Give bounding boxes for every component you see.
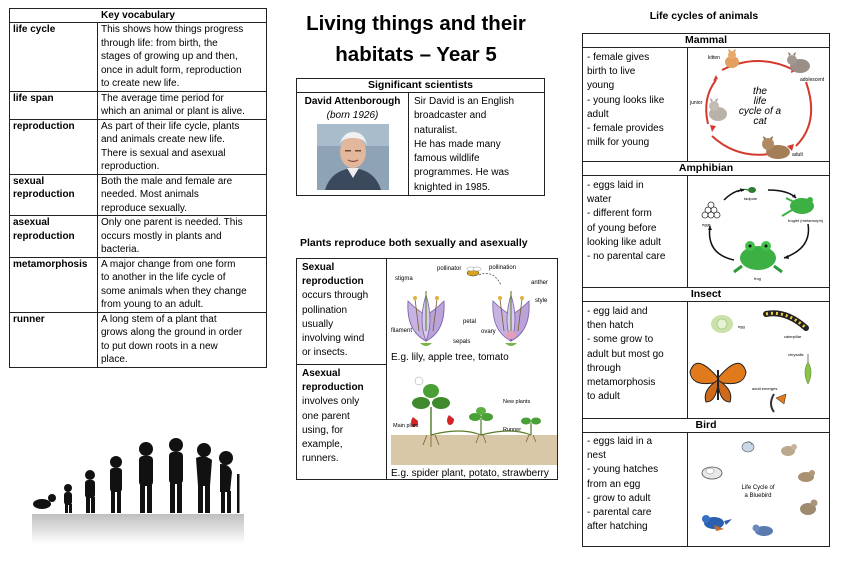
page-title-line2: habitats – Year 5 <box>335 43 497 66</box>
frog-eggs-icon <box>702 202 720 218</box>
asexual-body-line: involves only <box>302 396 360 408</box>
definition-line: and animals create new life. <box>101 134 225 145</box>
silhouette-figures <box>33 438 240 513</box>
definition-line: stages of growing up and then, <box>101 51 238 62</box>
definition-line: A long stem of a plant that <box>101 313 217 325</box>
center-line: the <box>753 86 767 97</box>
asexual-title-line: Asexual <box>302 368 341 379</box>
vocab-definition <box>98 312 267 367</box>
label-caterpillar: caterpillar <box>784 334 802 339</box>
definition-line: some animals when they change <box>101 285 247 297</box>
bio-line: famous wildlife <box>414 153 480 165</box>
amphibian-text <box>587 179 683 264</box>
insect-section <box>583 288 829 419</box>
silhouette-reflection <box>32 514 244 544</box>
scientist-born: (born 1926) <box>326 109 379 121</box>
mammal-line: - young looks like <box>587 94 665 106</box>
asexual-body-line: one parent <box>302 410 350 422</box>
label-anther: anther <box>531 280 549 286</box>
center-line: cycle of a <box>738 106 782 117</box>
label-pollination: pollination <box>489 265 517 271</box>
asexual-reproduction-text <box>297 365 387 479</box>
scientists-box <box>296 78 545 196</box>
insect-line: to adult <box>587 391 620 403</box>
definition-line: Only one parent is needed. This <box>101 217 243 228</box>
bio-line: He has made many <box>414 138 501 150</box>
label-style: style <box>535 298 548 304</box>
sexual-reproduction-text <box>297 259 387 365</box>
term-line: asexual <box>13 217 50 228</box>
emerging-butterfly-icon <box>771 394 786 412</box>
label-froglet: froglet (metamorph) <box>788 218 824 223</box>
mammal-title: Mammal <box>583 34 829 48</box>
asexual-caption: E.g. spider plant, potato, strawberry <box>391 468 549 479</box>
definition-line: through life: from birth, the <box>101 37 218 49</box>
sexual-title-line: Sexual <box>302 262 335 273</box>
label-adult: adult <box>792 152 803 158</box>
label-chrysalis: chrysalis <box>788 352 804 357</box>
term-line: reproduction <box>13 230 75 242</box>
sexual-body-line: pollination <box>302 304 348 316</box>
label-new-plants: New plants <box>503 399 531 405</box>
center-line: Life Cycle of <box>741 485 775 491</box>
definition-line: to put down roots in a new <box>101 340 218 352</box>
label-main-plant: Main plant <box>393 423 419 429</box>
vocab-definition <box>98 23 267 92</box>
scientist-fullname: David Attenborough <box>304 96 401 107</box>
bio-line: broadcaster and <box>414 110 487 122</box>
insect-text <box>587 305 683 404</box>
scientists-heading: Significant scientists <box>297 79 544 93</box>
definition-line: A major change from one form <box>101 258 236 270</box>
definition-line: Both the male and female are <box>101 175 233 187</box>
sexual-body-line: or insects. <box>302 347 348 359</box>
table-row <box>10 23 267 92</box>
mammal-line: milk for young <box>587 137 650 149</box>
label-runner: Runner <box>503 427 522 433</box>
frog-icon <box>734 241 782 272</box>
definition-line: which an animal or plant is alive. <box>101 106 245 117</box>
strawberry-runner-diagram <box>391 369 557 465</box>
amphibian-section <box>583 162 829 288</box>
definition-line: reproduction. <box>101 161 160 172</box>
definition-line: reproduce sexually. <box>101 202 187 214</box>
butterfly-icon <box>690 363 746 402</box>
bird-line: - eggs laid in a <box>587 436 653 447</box>
cat-lifecycle-diagram <box>688 48 829 161</box>
flower-right <box>493 291 529 346</box>
insect-line: - egg laid and <box>587 306 648 317</box>
plants-heading: Plants reproduce both sexually and asexually <box>300 237 528 249</box>
table-row <box>10 257 267 312</box>
table-row <box>10 91 267 119</box>
sexual-title-line: reproduction <box>302 276 364 288</box>
adult-cat-icon <box>762 136 790 159</box>
bio-line: knighted in 1985. <box>414 181 491 193</box>
bird-text <box>587 435 683 534</box>
junior-cat-icon <box>709 98 727 121</box>
mammal-line: birth to live <box>587 66 636 78</box>
adolescent-cat-icon <box>787 52 810 73</box>
flower-left <box>408 291 444 346</box>
bird-line: from an egg <box>587 478 641 490</box>
definition-line: bacteria. <box>101 244 140 255</box>
bio-line: naturalist. <box>414 124 458 136</box>
vocab-definition <box>98 174 267 216</box>
page-title-line1: Living things and their <box>306 12 526 35</box>
label-petal: petal <box>463 319 477 325</box>
mammal-line: - female provides <box>587 123 664 135</box>
bio-line: Sir David is an English <box>414 96 515 107</box>
label-frog: frog <box>754 276 761 281</box>
bird-section <box>583 419 829 546</box>
insect-title: Insect <box>583 288 829 302</box>
fledgling-icon <box>800 500 818 516</box>
amphibian-line: looking like adult <box>587 236 661 248</box>
definition-line: place. <box>101 354 128 365</box>
definition-line: needed. Most animals <box>101 189 199 200</box>
mammal-section <box>583 34 829 162</box>
mammal-line: young <box>587 80 615 92</box>
butterfly-egg-icon <box>711 315 733 333</box>
lifecycles-box <box>582 33 830 547</box>
vocab-term <box>10 174 98 216</box>
frog-lifecycle-diagram <box>688 176 829 287</box>
mammal-text <box>587 51 683 150</box>
amphibian-diagram-cell <box>687 176 829 287</box>
vocab-term: life span <box>10 91 98 119</box>
term-line: sexual <box>13 175 45 187</box>
label-ovary: ovary <box>481 329 496 335</box>
scientist-bio <box>414 95 544 195</box>
bluebird-lifecycle-diagram <box>688 433 829 545</box>
insect-line: adult but most go <box>587 348 664 360</box>
nestling-icon <box>798 470 815 482</box>
center-line: cat <box>753 116 767 127</box>
amphibian-line: of young before <box>587 222 657 234</box>
center-line: a Bluebird <box>744 493 772 499</box>
definition-line: There is sexual and asexual <box>101 147 226 159</box>
sexual-body-line: involving wind <box>302 333 365 345</box>
label-adult-emerges: adult emerges <box>752 386 778 391</box>
insect-line: metamorphosis <box>587 377 656 389</box>
mammal-line: - female gives <box>587 52 650 63</box>
insect-line: - some grow to <box>587 334 654 346</box>
insect-diagram-cell <box>687 302 829 418</box>
pollination-diagram <box>391 261 557 351</box>
vocabulary-heading: Key vocabulary <box>10 9 267 23</box>
bird-eggs-icon <box>742 441 754 452</box>
bird-line: - parental care <box>587 507 652 519</box>
label-junior: junior <box>690 100 703 106</box>
definition-line: to create new life. <box>101 78 180 89</box>
label-tadpole: tadpole <box>744 196 758 201</box>
center-line: life <box>753 96 767 107</box>
bluebird-cycle-center-text <box>741 485 774 499</box>
vocab-term <box>10 216 98 258</box>
froglet-icon <box>782 197 814 216</box>
sexual-caption: E.g. lily, apple tree, tomato <box>391 352 509 363</box>
amphibian-line: - different form <box>587 208 652 220</box>
plants-box <box>296 258 558 480</box>
mammal-diagram-cell <box>687 48 829 161</box>
table-row <box>10 119 267 174</box>
juvenile-bluebird-icon <box>753 525 774 537</box>
label-pollinator: pollinator <box>437 266 462 272</box>
vocab-term: metamorphosis <box>10 257 98 312</box>
bird-line: - grow to adult <box>587 492 651 504</box>
nest-icon <box>702 467 722 479</box>
soil <box>391 435 557 465</box>
label-sepals: sepals <box>453 339 471 345</box>
label-eggs: eggs <box>702 222 711 227</box>
butterfly-lifecycle-diagram <box>688 302 829 418</box>
amphibian-line: - no parental care <box>587 251 666 263</box>
asexual-title-line: reproduction <box>302 382 364 394</box>
scientist-portrait <box>317 124 389 190</box>
sexual-body-line: occurs through <box>302 290 369 302</box>
label-stigma: stigma <box>395 276 413 282</box>
insect-line: through <box>587 362 621 374</box>
asexual-body-line: example, <box>302 439 343 451</box>
label-adolescent: adolescent <box>800 77 825 83</box>
table-row <box>10 312 267 367</box>
table-row <box>10 216 267 258</box>
lifecycles-heading: Life cycles of animals <box>649 10 759 22</box>
bird-line: after hatching <box>587 521 648 533</box>
human-growth-silhouette <box>24 412 250 546</box>
bird-line: - young hatches <box>587 464 659 476</box>
definition-line: The average time period for <box>101 92 224 104</box>
definition-line: grows along the ground in order <box>101 327 243 338</box>
page-title <box>290 8 542 70</box>
label-filament: filament <box>391 328 413 334</box>
insect-line: then hatch <box>587 320 634 332</box>
vocab-term: reproduction <box>10 119 98 174</box>
bio-line: programmes. He was <box>414 167 510 179</box>
definition-line: This shows how things progress <box>101 24 244 35</box>
vocab-definition <box>98 216 267 258</box>
vocab-definition <box>98 257 267 312</box>
amphibian-title: Amphibian <box>583 162 829 176</box>
vocab-definition <box>98 119 267 174</box>
vocab-definition <box>98 91 267 119</box>
cat-cycle-center-text <box>739 86 782 127</box>
vocabulary-table <box>9 8 267 368</box>
mammal-line: adult <box>587 108 609 120</box>
vocab-term: life cycle <box>10 23 98 92</box>
term-line: reproduction <box>13 189 75 200</box>
caterpillar-icon <box>766 313 806 328</box>
definition-line: to another in the life cycle of <box>101 272 226 283</box>
bird-title: Bird <box>583 419 829 433</box>
vocab-term: runner <box>10 312 98 367</box>
pollination-arrow <box>479 273 501 285</box>
chrysalis-icon <box>805 354 811 384</box>
asexual-body-line: runners. <box>302 453 339 465</box>
asexual-body-line: using, for <box>302 424 344 436</box>
table-row <box>10 174 267 216</box>
definition-line: once in adult form, reproduction <box>101 64 242 76</box>
bird-line: nest <box>587 450 606 462</box>
hatchling-icon <box>781 444 797 456</box>
bird-diagram-cell <box>687 433 829 546</box>
amphibian-line: water <box>587 194 612 206</box>
scientist-name <box>297 93 409 195</box>
definition-line: As part of their life cycle, plants <box>101 120 240 132</box>
bluebird-icon <box>702 515 732 531</box>
label-kitten: kitten <box>708 55 720 61</box>
sexual-body-line: usually <box>302 318 334 330</box>
label-egg: egg <box>738 324 745 329</box>
definition-line: from young to an adult. <box>101 299 204 310</box>
definition-line: occurs mostly in plants and <box>101 230 222 242</box>
kitten-icon <box>725 49 739 68</box>
amphibian-line: - eggs laid in <box>587 180 644 191</box>
